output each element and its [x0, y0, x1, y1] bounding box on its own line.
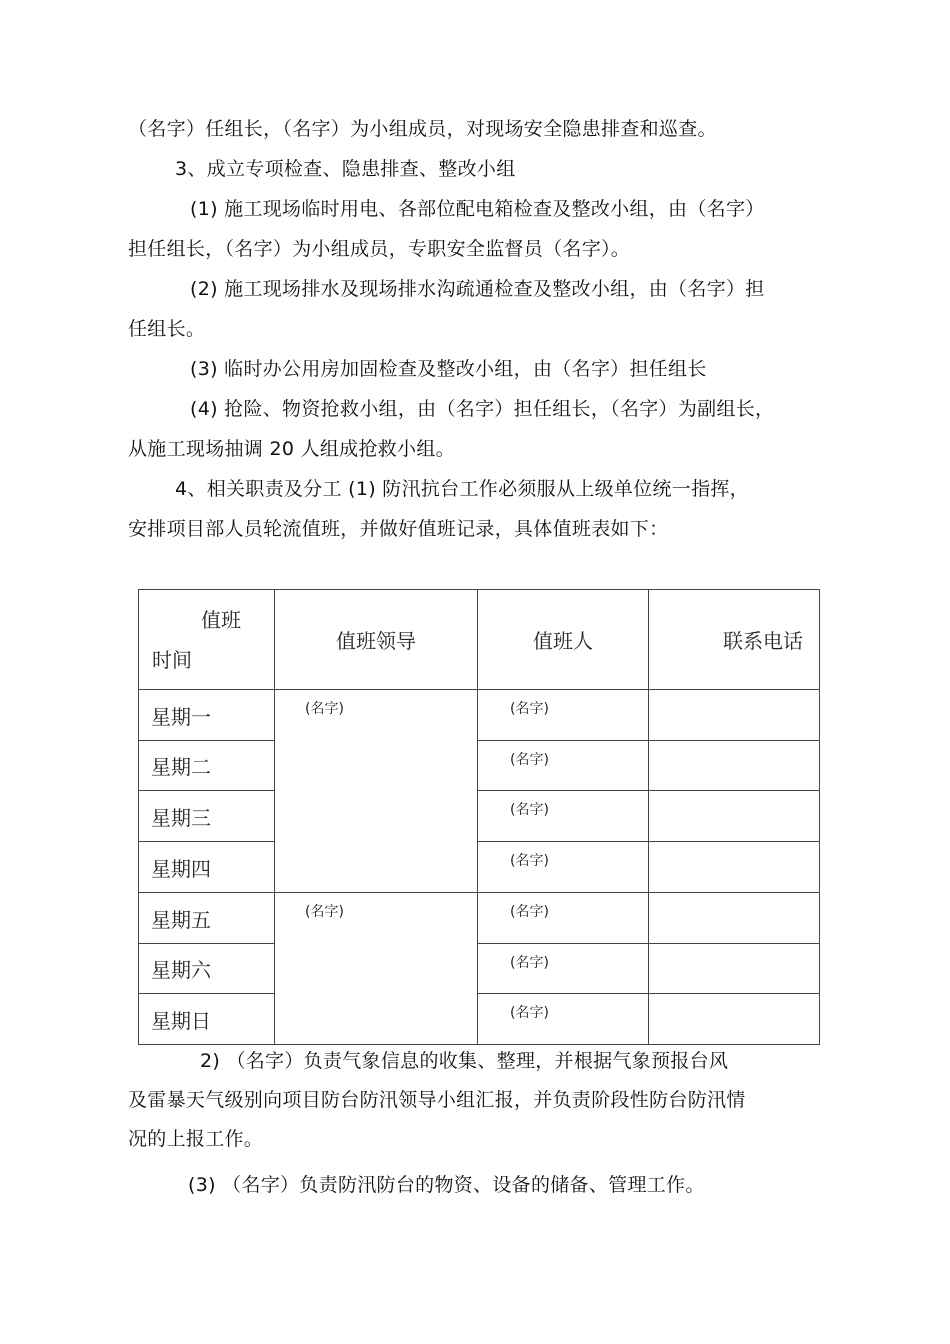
phone-cell [649, 893, 820, 944]
header-duty-time [139, 590, 275, 690]
day-cell: 星期六 [139, 944, 275, 994]
person-cell: (名字) [478, 842, 649, 893]
paragraph-line: (3) （名字）负责防汛防台的物资、设备的储备、管理工作。 [188, 1174, 705, 1196]
table-row [139, 994, 820, 1045]
phone-cell [649, 944, 820, 994]
person-cell: (名字) [478, 690, 649, 741]
table-row [139, 842, 820, 893]
paragraph-line: 况的上报工作。 [128, 1128, 264, 1150]
phone-cell [649, 690, 820, 741]
table-row [139, 791, 820, 842]
day-cell: 星期日 [139, 994, 275, 1045]
table-row [139, 690, 820, 741]
paragraph-line: (3) 临时办公用房加固检查及整改小组，由（名字）担任组长 [190, 358, 707, 380]
section-heading: 3、成立专项检查、隐患排查、整改小组 [175, 158, 516, 180]
phone-cell [649, 842, 820, 893]
paragraph-line: 及雷暴天气级别向项目防台防汛领导小组汇报，并负责阶段性防台防汛情 [128, 1089, 746, 1111]
day-cell: 星期五 [139, 893, 275, 944]
phone-cell [649, 994, 820, 1045]
paragraph-line: (4) 抢险、物资抢救小组，由（名字）担任组长，（名字）为副组长， [190, 398, 775, 420]
paragraph-line: 2) （名字）负责气象信息的收集、整理，并根据气象预报台风 [200, 1050, 729, 1072]
table-header-row [139, 590, 820, 690]
day-cell: 星期四 [139, 842, 275, 893]
person-cell: (名字) [478, 994, 649, 1045]
header-duty-person: 值班人 [478, 590, 649, 690]
duty-schedule-table [138, 589, 820, 1045]
paragraph-line: 从施工现场抽调 20 人组成抢救小组。 [128, 438, 455, 460]
day-cell: 星期二 [139, 741, 275, 791]
header-time-line1: 值班 [201, 607, 241, 632]
paragraph-line: 安排项目部人员轮流值班，并做好值班记录，具体值班表如下： [128, 518, 669, 540]
header-contact-phone: 联系电话 [649, 590, 820, 690]
person-cell: (名字) [478, 944, 649, 994]
paragraph-line: （名字）任组长，（名字）为小组成员，对现场安全隐患排查和巡查。 [128, 118, 717, 140]
header-duty-leader: 值班领导 [275, 590, 478, 690]
leader-cell: (名字) [275, 893, 478, 1045]
paragraph-line: (1) 施工现场临时用电、各部位配电箱检查及整改小组，由（名字） [190, 198, 765, 220]
phone-cell [649, 791, 820, 842]
paragraph-line: 任组长。 [128, 318, 206, 340]
day-cell: 星期三 [139, 791, 275, 842]
paragraph-line: (2) 施工现场排水及现场排水沟疏通检查及整改小组，由（名字）担 [190, 278, 765, 300]
table-row [139, 893, 820, 944]
header-time-line2: 时间 [152, 647, 192, 672]
table-row [139, 741, 820, 791]
table-row [139, 944, 820, 994]
day-cell: 星期一 [139, 690, 275, 741]
phone-cell [649, 741, 820, 791]
leader-cell: (名字) [275, 690, 478, 893]
person-cell: (名字) [478, 741, 649, 791]
person-cell: (名字) [478, 791, 649, 842]
paragraph-line: 担任组长，（名字）为小组成员，专职安全监督员（名字）。 [128, 238, 631, 260]
section-heading: 4、相关职责及分工 (1) 防汛抗台工作必须服从上级单位统一指挥， [175, 478, 749, 500]
person-cell: (名字) [478, 893, 649, 944]
